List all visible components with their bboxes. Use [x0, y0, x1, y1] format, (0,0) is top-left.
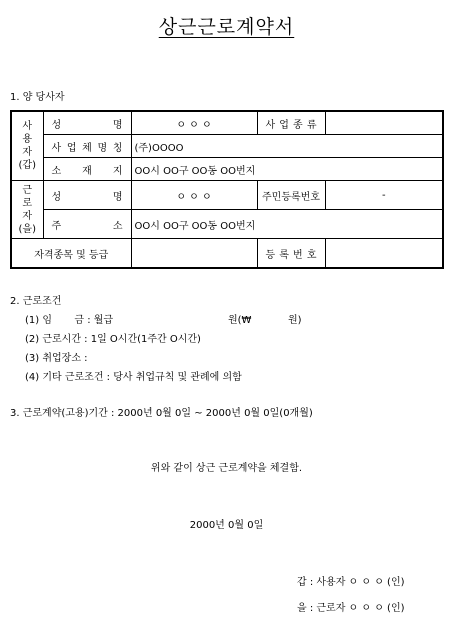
worker-side-char-1: 근 [22, 184, 33, 196]
wage-line [25, 311, 113, 326]
employer-side-label [11, 111, 43, 181]
wage-prefix: (1) 임 [25, 315, 53, 326]
employer-address-label: 소 재 지 [43, 158, 131, 181]
section2-heading: 2. 근로조건 [10, 296, 62, 307]
employer-side-char-4: (갑) [18, 160, 36, 171]
employer-side-char-1: 사 [22, 121, 33, 132]
qualification-value [131, 239, 257, 269]
reg-number-label: 등 록 번 호 [257, 239, 325, 269]
employer-bizname-row [11, 135, 443, 158]
section1-heading: 1. 양 당사자 [10, 92, 65, 103]
biz-name-value: (주)OOOO [131, 135, 443, 158]
worker-side-label [11, 181, 43, 239]
employer-name-label: 성 명 [43, 111, 131, 135]
worker-side-char-4: (을) [18, 223, 36, 235]
parties-table [10, 110, 444, 269]
rrn-label: 주민등록번호 [257, 181, 325, 210]
title-text: 상근근로계약서 [158, 16, 295, 38]
reg-number-value [325, 239, 443, 269]
employer-address-row [11, 158, 443, 181]
employer-name-value: ㅇ ㅇ ㅇ [131, 111, 257, 135]
biz-name-label: 사 업 체 명 칭 [43, 135, 131, 158]
worker-side-char-2: 로 [22, 197, 33, 209]
employer-name-row [11, 111, 443, 135]
wage-type: 금 : 월급 [74, 315, 114, 326]
worker-name-row [11, 181, 443, 210]
worker-address-label: 주 소 [43, 210, 131, 239]
worker-signature: 을 : 근로자 ㅇ ㅇ ㅇ (인) [297, 603, 405, 614]
contract-date: 2000년 0월 0일 [189, 520, 264, 531]
worker-name-label: 성 명 [43, 181, 131, 210]
document-title [0, 12, 453, 39]
qualification-row [11, 239, 443, 269]
section3-contract-period: 3. 근로계약(고용)기간 : 2000년 0월 0일 ~ 2000년 0월 0일(0개월) [10, 408, 313, 419]
worker-side-char-3: 자 [22, 210, 33, 222]
employer-signature: 갑 : 사용자 ㅇ ㅇ ㅇ (인) [297, 577, 405, 588]
employer-side-char-3: 자 [22, 147, 33, 158]
work-place-line: (3) 취업장소 : [25, 353, 88, 364]
worker-address-value: OO시 OO구 OO동 OO번지 [131, 210, 443, 239]
worker-name-value: ㅇ ㅇ ㅇ [131, 181, 257, 210]
other-conditions-line: (4) 기타 근로조건 : 당사 취업규칙 및 관례에 의함 [25, 372, 242, 383]
wage-won: 원(₩ [228, 315, 252, 326]
contract-statement: 위와 같이 상근 근로계약을 체결함. [150, 463, 303, 474]
biz-type-value [325, 111, 443, 135]
employer-side-char-2: 용 [22, 134, 33, 145]
rrn-value: - [325, 181, 443, 210]
worker-address-row [11, 210, 443, 239]
wage-won-end: 원) [288, 315, 302, 326]
employer-address-value: OO시 OO구 OO동 OO번지 [131, 158, 443, 181]
work-hours-line: (2) 근로시간 : 1일 O시간(1주간 O시간) [25, 334, 201, 345]
qualification-label: 자격종목 및 등급 [11, 239, 131, 269]
biz-type-label: 사 업 종 류 [257, 111, 325, 135]
